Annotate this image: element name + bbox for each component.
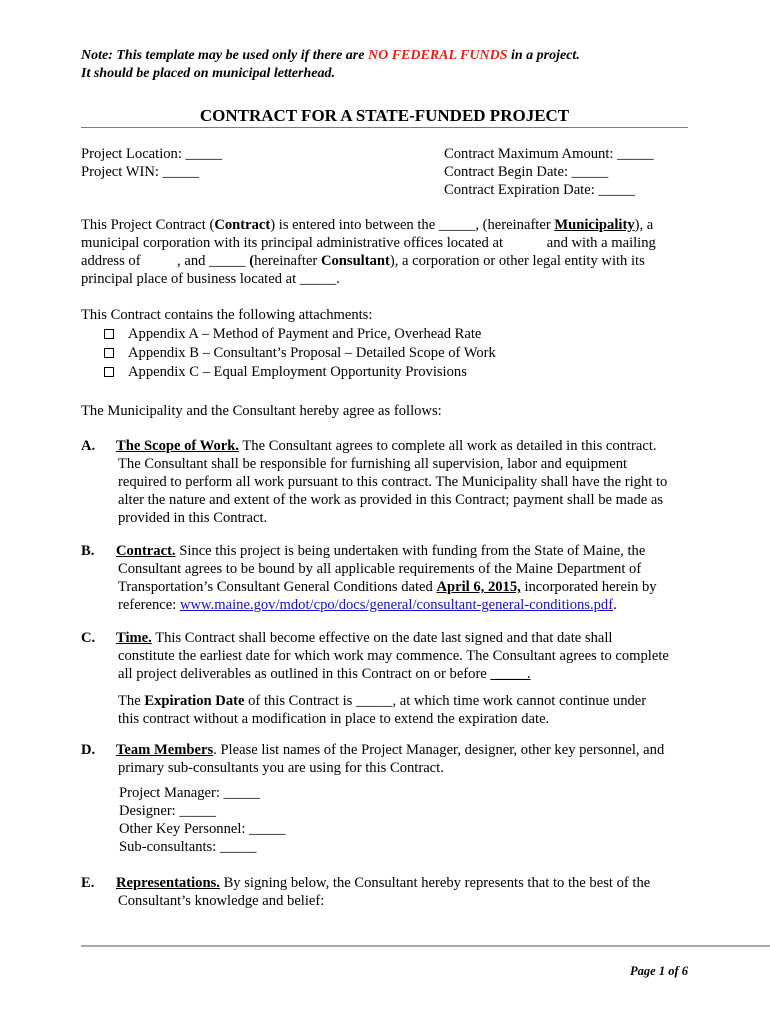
- section-d-team-members: Team Members. Please list names of the Project Manager, designer, other key personnel, and primary sub-consultants you are using for this Contract. Project Manager: _____ Designer: _____ Other Key Personnel: _____ Sub-consultants: _____: [116, 741, 691, 856]
- section-e-heading: Representations.: [116, 875, 220, 891]
- attachment-item: Appendix C – Equal Employment Opportunity Provisions: [104, 363, 467, 381]
- other-key-personnel-field: Other Key Personnel: _____: [119, 821, 286, 837]
- section-b-heading: Contract.: [116, 543, 176, 559]
- contract-max-amount-field: Contract Maximum Amount: _____: [444, 146, 654, 162]
- checkbox-icon[interactable]: [104, 329, 114, 339]
- designer-field: Designer: _____: [119, 803, 216, 819]
- contract-expiration-date-field: Contract Expiration Date: _____: [444, 182, 635, 198]
- project-manager-field: Project Manager: _____: [119, 785, 261, 801]
- section-a-heading: The Scope of Work.: [116, 438, 239, 454]
- project-location-field: Project Location: _____: [81, 146, 223, 162]
- section-e-representations: Representations. By signing below, the Consultant hereby represents that to the best of the Consultant’s knowledge and belief:: [116, 875, 651, 909]
- section-c-marker: C.: [81, 630, 96, 646]
- section-d-heading: Team Members: [116, 742, 214, 758]
- checkbox-icon[interactable]: [104, 367, 114, 377]
- page-number: Page 1 of 6: [630, 964, 688, 978]
- attachment-item: Appendix B – Consultant’s Proposal – Detailed Scope of Work: [104, 344, 496, 362]
- contract-begin-date-field: Contract Begin Date: _____: [444, 164, 609, 180]
- note-line-1: Note: This template may be used only if there are NO FEDERAL FUNDS in a project.: [81, 48, 580, 63]
- sub-consultants-field: Sub-consultants: _____: [119, 839, 257, 855]
- general-conditions-link[interactable]: www.maine.gov/mdot/cpo/docs/general/consultant-general-conditions.pdf: [179, 597, 614, 613]
- attachments-intro: This Contract contains the following attachments:: [81, 307, 373, 323]
- section-d-marker: D.: [81, 742, 96, 758]
- section-c-heading: Time.: [116, 630, 152, 646]
- section-b-marker: B.: [81, 543, 95, 559]
- section-a-scope-of-work: The Scope of Work. The Consultant agrees to complete all work as detailed in this contract. The Consultant shall be responsible for furnishing all supervision, labor and equipment required to perform all work pursuant to this contract. The Municipality shall have the right to alter the nature and extent of the work as provided in this Contract; payment shall be made as provided in this Contract.: [116, 438, 668, 526]
- section-c-time: Time. This Contract shall become effective on the date last signed and that date shall constitute the earliest date for which work may commence. The Consultant agrees to complete all project deliverables as outlined in this Contract on or before _____. The Expiration Date of this Contract is _____, at which time work cannot continue under this contract without a modification in place to extend the expiration date.: [116, 630, 669, 727]
- note-line-2: It should be placed on municipal letterhead.: [81, 66, 335, 81]
- footer-divider: [81, 945, 770, 947]
- section-e-marker: E.: [81, 875, 95, 891]
- no-federal-funds-text: NO FEDERAL FUNDS: [367, 48, 508, 63]
- section-a-marker: A.: [81, 438, 96, 454]
- agreement-statement: The Municipality and the Consultant hereby agree as follows:: [81, 403, 442, 419]
- intro-paragraph: This Project Contract (Contract) is entered into between the _____, (hereinafter Municipality), a municipal corporation with its principal administrative offices located at and with a mailing address of , and _____ (hereinafter Consultant), a corporation or other legal entity with its principal place of business located at _____.: [81, 217, 656, 287]
- conditions-date: April 6, 2015,: [436, 579, 521, 595]
- section-b-contract: Contract. Since this project is being undertaken with funding from the State of Maine, the Consultant agrees to be bound by all applicable requirements of the Maine Department of Transportation’s Consultant General Conditions dated April 6, 2015, incorporated herein by reference: www.maine.gov/mdot/cpo/docs/general/consultant-general-conditions.pdf.: [116, 543, 657, 613]
- page-title: CONTRACT FOR A STATE-FUNDED PROJECT: [199, 106, 570, 125]
- title-divider: [81, 127, 688, 128]
- checkbox-icon[interactable]: [104, 348, 114, 358]
- project-win-field: Project WIN: _____: [81, 164, 200, 180]
- template-note: [81, 47, 580, 83]
- attachment-item: Appendix A – Method of Payment and Price, Overhead Rate: [104, 325, 481, 343]
